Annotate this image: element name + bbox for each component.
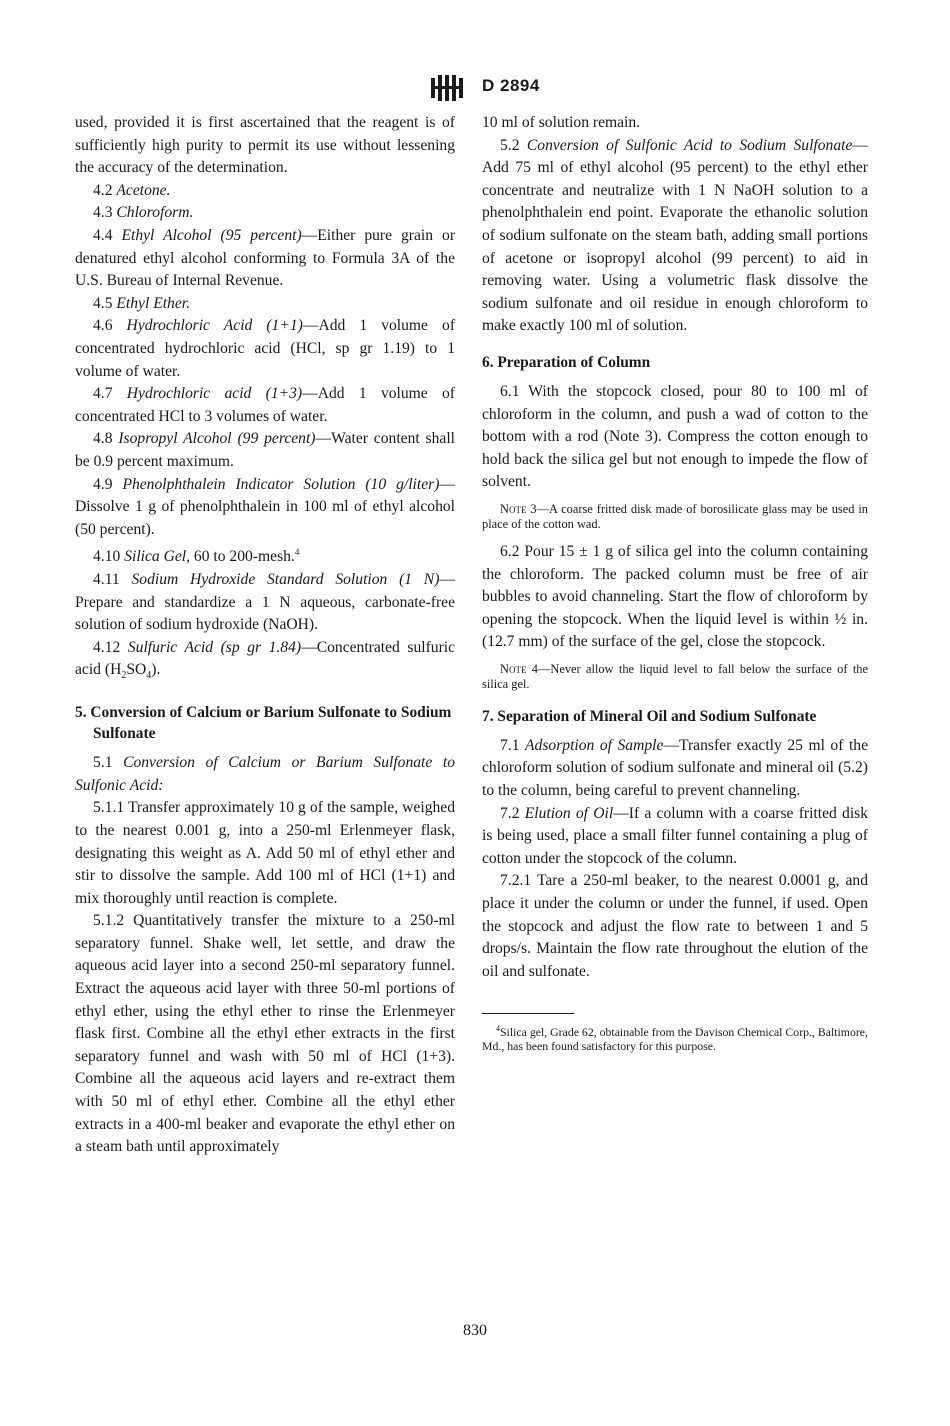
section-4-5: 4.5 Ethyl Ether. [93,294,191,312]
page-number: 830 [463,1322,487,1339]
section-5-1-2: 5.1.2 Quantitatively transfer the mixture to a 250-ml separatory funnel. Shake well, let settle, and draw the aqueous acid layer into a second 250-ml separatory funnel. Extract the aqueous acid layer with three 50-ml portions of ethyl ether, using the ethyl ether to rinse the Erlenmeyer flask first. Combine all the ethyl ether extracts in the first separatory funnel and wash with 50 ml of HCl (1+3). Combine all the aqueous acid layers and re-extract them with 50 ml of ethyl ether. Combine all the ethyl ether extracts in a 400-ml beaker and evaporate the ethyl ether on a steam bath until approximately [75,912,455,1156]
section-4-8: 4.8 Isopropyl Alcohol (99 percent)—Water content shall be 0.9 percent maximum. [75,430,456,470]
astm-logo-icon [430,74,464,102]
section-7-2: 7.2 Elution of Oil—If a column with a coarse fritted disk is being used, place a small filter funnel containing a plug of cotton under the stopcock of the column. [482,804,869,867]
section-4-6: 4.6 Hydrochloric Acid (1+1)—Add 1 volume of concentrated hydrochloric acid (HCl, sp gr 1.19) to 1 volume of water. [75,317,456,380]
section-4-11: 4.11 Sodium Hydroxide Standard Solution (1 N)—Prepare and standardize a 1 N aqueous, carbonate-free solution of sodium hydroxide (NaOH). [75,571,455,634]
section-4-3: 4.3 Chloroform. [93,204,194,222]
section-5-1-1: 5.1.1 Transfer approximately 10 g of the sample, weighed to the nearest 0.001 g, into a 250-ml Erlenmeyer flask, designating this weight as A. Add 50 ml of ethyl ether and stir to dissolve the sample. Add 100 ml of HCl (1+1) and mix thoroughly until reaction is complete. [75,799,455,907]
section-7-2-1: 7.2.1 Tare a 250-ml beaker, to the nearest 0.0001 g, and place it under the column or under the funnel, if used. Open the stopcock and adjust the flow rate to between 1 and 5 drops/s. Maintain the flow rate throughout the elution of the oil and sulfonate. [482,872,868,980]
footnote-4: $^4$Silica gel, Grade 62, obtainable from the Davison Chemical Corp., Baltimore, Md., has been found satisfactory for this purpose. [482,1024,868,1053]
note-4: Note 4—Never allow the liquid level to fall below the surface of the silica gel. [482,661,868,691]
section-4-2: 4.2 Acetone. [93,181,171,199]
section-6-1: 6.1 With the stopcock closed, pour 80 to 100 ml of chloroform in the column, and push a wad of cotton to the bottom with a rod (Note 3). Compress the cotton enough to hold back the silica gel but not enough to impede the flow of solvent. [482,382,868,491]
left-column [75,112,455,1159]
paragraph-continuation: used, provided it is first ascertained that the reagent is of sufficiently high purity to permit its use without lessening the accuracy of the determination. [75,114,455,177]
document-number: D 2894 [482,76,540,95]
section-5-2: 5.2 Conversion of Sulfonic Acid to Sodium Sulfonate—Add 75 ml of ethyl alcohol (95 percent) to the ethyl ether concentrate and neutralize with 1 N NaOH solution to a phenolphthalein end point. Evaporate the ethanolic solution of sodium sulfonate on the steam bath, adding small portions of acetone or isopropyl alcohol (99 percent) to aid in removing water. Using a volumetric flask dissolve the sodium sulfonate and oil residue in enough chloroform to make exactly 100 ml of solution. [482,136,868,335]
paragraph-continuation-right: 10 ml of solution remain. [482,114,641,131]
section-4-10: 4.10 Silica Gel, 60 to 200-mesh.$^4$ [93,547,300,566]
section-7-heading: 7. Separation of Mineral Oil and Sodium Sulfonate [482,707,817,725]
section-6-2: 6.2 Pour 15 ± 1 g of silica gel into the column containing the chloroform. The packed column must be free of air bubbles to avoid channeling. Start the flow of chloroform by opening the stopcock. When the liquid level is within ½ in. (12.7 mm) of the surface of the gel, close the stopcock. [482,542,868,651]
section-5-heading: 5. Conversion of Calcium or Barium Sulfonate to Sodium Sulfonate [75,704,452,743]
section-4-12: 4.12 Sulfuric Acid (sp gr 1.84)—Concentrated sulfuric acid $(H_2SO_4)$. [75,638,456,682]
section-4-4: 4.4 Ethyl Alcohol (95 percent)—Either pure grain or denatured ethyl alcohol conforming to Formula 3A of the U.S. Bureau of Internal Revenue. [75,226,456,290]
note-3: Note 3—A coarse fritted disk made of borosilicate glass may be used in place of the cotton wad. [482,501,868,531]
footnote-divider [482,1013,574,1014]
footnote-ref-4: 4 [294,547,300,558]
page-header [0,74,950,104]
section-4-9: 4.9 Phenolphthalein Indicator Solution (10 g/liter)—Dissolve 1 g of phenolphthalein in 100 ml of ethyl alcohol (50 percent). [75,475,455,538]
section-7-1: 7.1 Adsorption of Sample—Transfer exactly 25 ml of the chloroform solution of sodium sulfonate and mineral oil (5.2) to the column, being careful to prevent channeling. [482,736,868,800]
section-6-heading: 6. Preparation of Column [482,353,651,371]
section-4-7: 4.7 Hydrochloric acid (1+3)—Add 1 volume of concentrated HCl to 3 volumes of water. [75,385,455,425]
right-column [482,112,868,1053]
section-5-1: 5.1 Conversion of Calcium or Barium Sulfonate to Sulfonic Acid: [75,754,455,794]
